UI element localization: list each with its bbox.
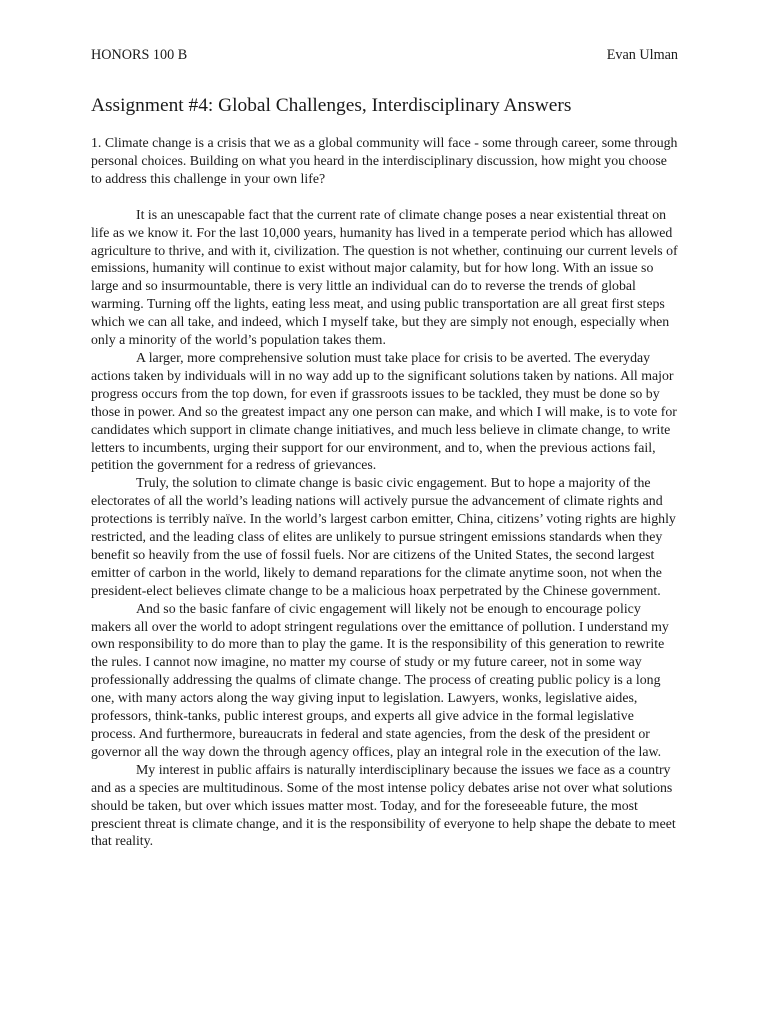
paragraph-1: It is an unescapable fact that the current rate of climate change poses a near existential threat on life as we know it. For the last 10,000 years, humanity has lived in a temperate period which has allowed agriculture to thrive, and with it, civilization. The question is not whether, continuing our current levels of emissions, humanity will continue to exist without major calamity, but for how long. With an issue so large and so insurmountable, there is very little an individual can do to reverse the trends of global warming. Turning off the lights, eating less meat, and using public transportation are all great first steps which we can all take, and indeed, which I myself take, but they are simply not enough, especially when only a minority of the world’s population takes them. xyxy=(91,206,678,348)
course-code: HONORS 100 B xyxy=(91,47,188,63)
paragraph-3: Truly, the solution to climate change is basic civic engagement. But to hope a majority of the electorates of all the world’s leading nations will actively pursue the advancement of climate rights and protections is terribly naïve. In the world’s largest carbon emitter, China, citizens’ voting rights are highly restricted, and the leading class of elites are unlikely to pursue stringent emissions standards when they benefit so heavily from the use of fossil fuels. Nor are citizens of the United States, the second largest emitter of carbon in the world, likely to demand reparations for the climate anytime soon, not when the president-elect believes climate change to be a malicious hoax perpetrated by the Chinese government. xyxy=(91,475,676,598)
paragraph-2: A larger, more comprehensive solution must take place for crisis to be averted. The everyday actions taken by individuals will in no way add up to the significant solutions taken by nations. All major progress occurs from the top down, for even if grassroots issues to be tackled, they must be done so by those in power. And so the greatest impact any one person can make, and which I will make, is to vote for candidates which support in climate change initiatives, and much less believe in climate change, to write letters to incumbents, urging their support for our environment, and to, when the previous actions fail, petition the government for a redress of grievances. xyxy=(91,349,677,473)
author-name: Evan Ulman xyxy=(606,47,678,63)
document-title: Assignment #4: Global Challenges, Interdisciplinary Answers xyxy=(91,95,572,116)
question-prompt: 1. Climate change is a crisis that we as a global community will face - some through career, some through personal choices. Building on what you heard in the interdisciplinary discussion, how might you choose to address this challenge in your own life? xyxy=(91,135,678,186)
document-body xyxy=(91,134,681,850)
paragraph-5: My interest in public affairs is naturally interdisciplinary because the issues we face as a country and as a species are multitudinous. Some of the most intense policy debates arise not over what solutions should be taken, but over which issues matter most. Today, and for the foreseeable future, the most prescient threat is climate change, and it is the responsibility of everyone to help shape the debate to meet that reality. xyxy=(91,761,676,849)
paragraph-4: And so the basic fanfare of civic engagement will likely not be enough to encourage policy makers all over the world to adopt stringent regulations over the emittance of pollution. I understand my own responsibility to do more than to play the game. It is the responsibility of this generation to rewrite the rules. I cannot now imagine, no matter my course of study or my future career, not in some way professionally addressing the qualms of climate change. The process of creating public policy is a long one, with many actors along the way giving input to legislation. Lawyers, wonks, legislative aides, professors, think-tanks, public interest groups, and experts all give advice in the formal legislative process. And furthermore, bureaucrats in federal and state agencies, from the desk of the president or governor all the way down the through agency offices, play an integral role in the execution of the law. xyxy=(91,600,669,759)
